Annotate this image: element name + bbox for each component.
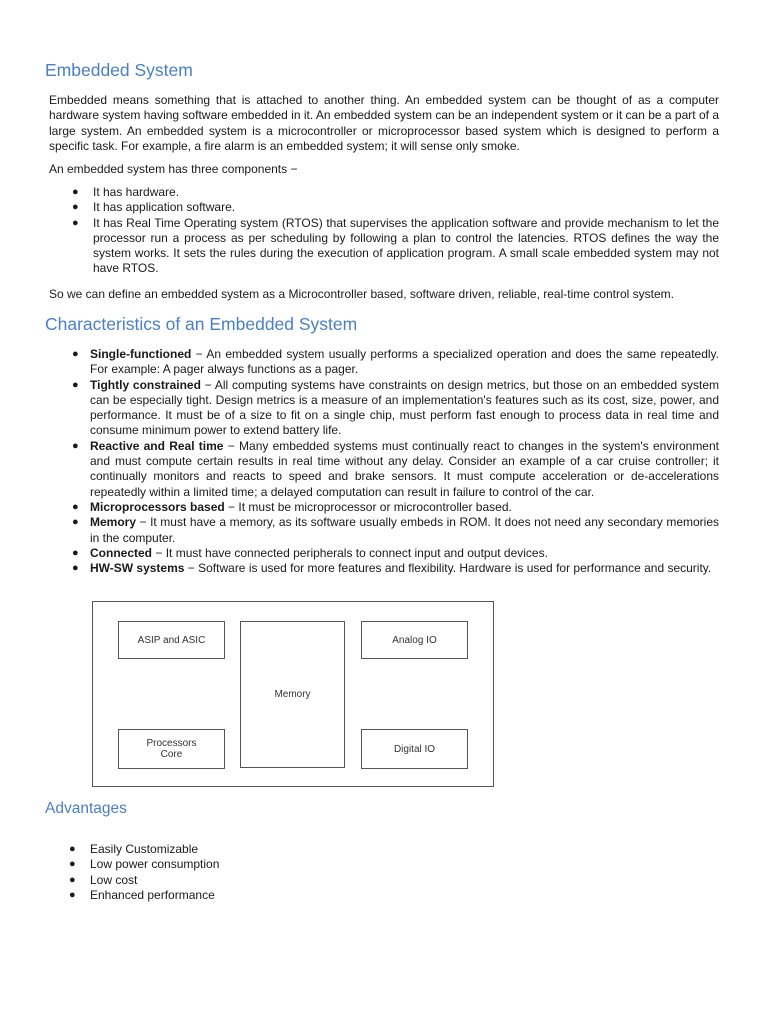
diagram-box-digital-io: Digital IO	[361, 729, 468, 769]
bullet-icon: ●	[72, 516, 79, 529]
bullet-icon: ●	[69, 888, 76, 901]
list-item: ● It has hardware.	[72, 185, 180, 199]
list-item: ● It has application software.	[72, 200, 236, 215]
bullet-icon: ●	[72, 562, 79, 575]
bullet-icon: ●	[69, 873, 76, 886]
item-term: Memory	[90, 515, 137, 530]
advantages-list	[69, 842, 390, 903]
list-item: ● HW-SW systems − Software is used for more features and flexibility. Hardware is used for performance and security.	[72, 561, 712, 576]
bullet-icon: ●	[72, 216, 79, 229]
item-term: Single-functioned	[90, 347, 192, 361]
list-item: ● It has Real Time Operating system (RTOS) that supervises the application software and provide mechanism to let the processor run a process as per scheduling by following a plan to control the latencies. RTOS defines the way the system works. It sets the rules during the execution of application program. A small scale embedded system may not have RTOS.	[72, 215, 719, 276]
diagram-box-asip-asic: ASIP and ASIC	[118, 621, 225, 659]
list-item: ● Low power consumption	[69, 857, 220, 872]
bullet-icon: ●	[72, 546, 79, 559]
bullet-icon: ●	[69, 858, 76, 871]
heading-embedded-system: Embedded System	[45, 60, 193, 80]
list-item: ● Easily Customizable	[69, 842, 199, 856]
diagram-box-analog-io: Analog IO	[361, 621, 468, 659]
heading-advantages: Advantages	[45, 800, 127, 817]
embedded-system-diagram	[92, 601, 494, 787]
item-term: Connected	[90, 545, 153, 560]
list-item: ● Tightly constrained − All computing systems have constraints on design metrics, but those on an embedded system can be especially tight. Design metrics is a measure of an implementation's features such as its cost, size, power, and performance. It must be of a size to fit on a single chip, must perform fast enough to process data in real time and consume minimum power to extend battery life.	[72, 377, 719, 438]
bullet-icon: ●	[72, 348, 79, 360]
components-intro: An embedded system has three components −	[49, 162, 298, 176]
item-term: HW-SW systems	[90, 561, 185, 576]
item-term: Reactive and Real time	[90, 438, 224, 453]
list-item: ● Connected − It must have connected peripherals to connect input and output devices.	[72, 545, 548, 560]
list-item: ● Single-functioned − An embedded system usually performs a specialized operation and does the same repeatedly. For example: A pager always functions as a pager.	[72, 347, 719, 377]
bullet-icon: ●	[72, 186, 79, 198]
list-item: ● Microprocessors based − It must be microprocessor or microcontroller based.	[72, 499, 512, 514]
bullet-icon: ●	[72, 201, 79, 214]
item-term: Tightly constrained	[90, 377, 201, 392]
diagram-box-processors-core: Processors Core	[118, 729, 225, 769]
item-term: Microprocessors based	[90, 499, 225, 514]
definition-paragraph: So we can define an embedded system as a Microcontroller based, software driven, reliable, real-time control system.	[49, 287, 674, 301]
bullet-icon: ●	[72, 439, 79, 452]
characteristics-list	[72, 347, 719, 576]
bullet-icon: ●	[72, 378, 79, 391]
bullet-icon: ●	[72, 500, 79, 513]
list-item: ● Reactive and Real time − Many embedded systems must continually react to changes in the system's environment and must compute certain results in real time without any delay. Consider an example of a car cruise controller; it continually monitors and reacts to speed and brake sensors. It must compute acceleration or de-accelerations repeatedly within a limited time; a delayed computation can result in failure to control of the car.	[72, 438, 719, 499]
bullet-icon: ●	[69, 843, 76, 855]
list-item: ● Low cost	[69, 872, 138, 887]
intro-paragraph: Embedded means something that is attached to another thing. An embedded system can be thought of as a computer hardware system having software embedded in it. An embedded system can be an independent system or it can be a part of a large system. An embedded system is a microcontroller or microprocessor based system which is designed to perform a specific task. For example, a fire alarm is an embedded system; it will sense only smoke.	[49, 93, 719, 153]
components-list	[72, 185, 719, 277]
diagram-box-memory: Memory	[240, 621, 345, 768]
list-item: ● Memory − It must have a memory, as its software usually embeds in ROM. It does not need any secondary memories in the computer.	[72, 515, 719, 545]
heading-characteristics: Characteristics of an Embedded System	[45, 314, 358, 334]
list-item: ● Enhanced performance	[69, 887, 215, 902]
